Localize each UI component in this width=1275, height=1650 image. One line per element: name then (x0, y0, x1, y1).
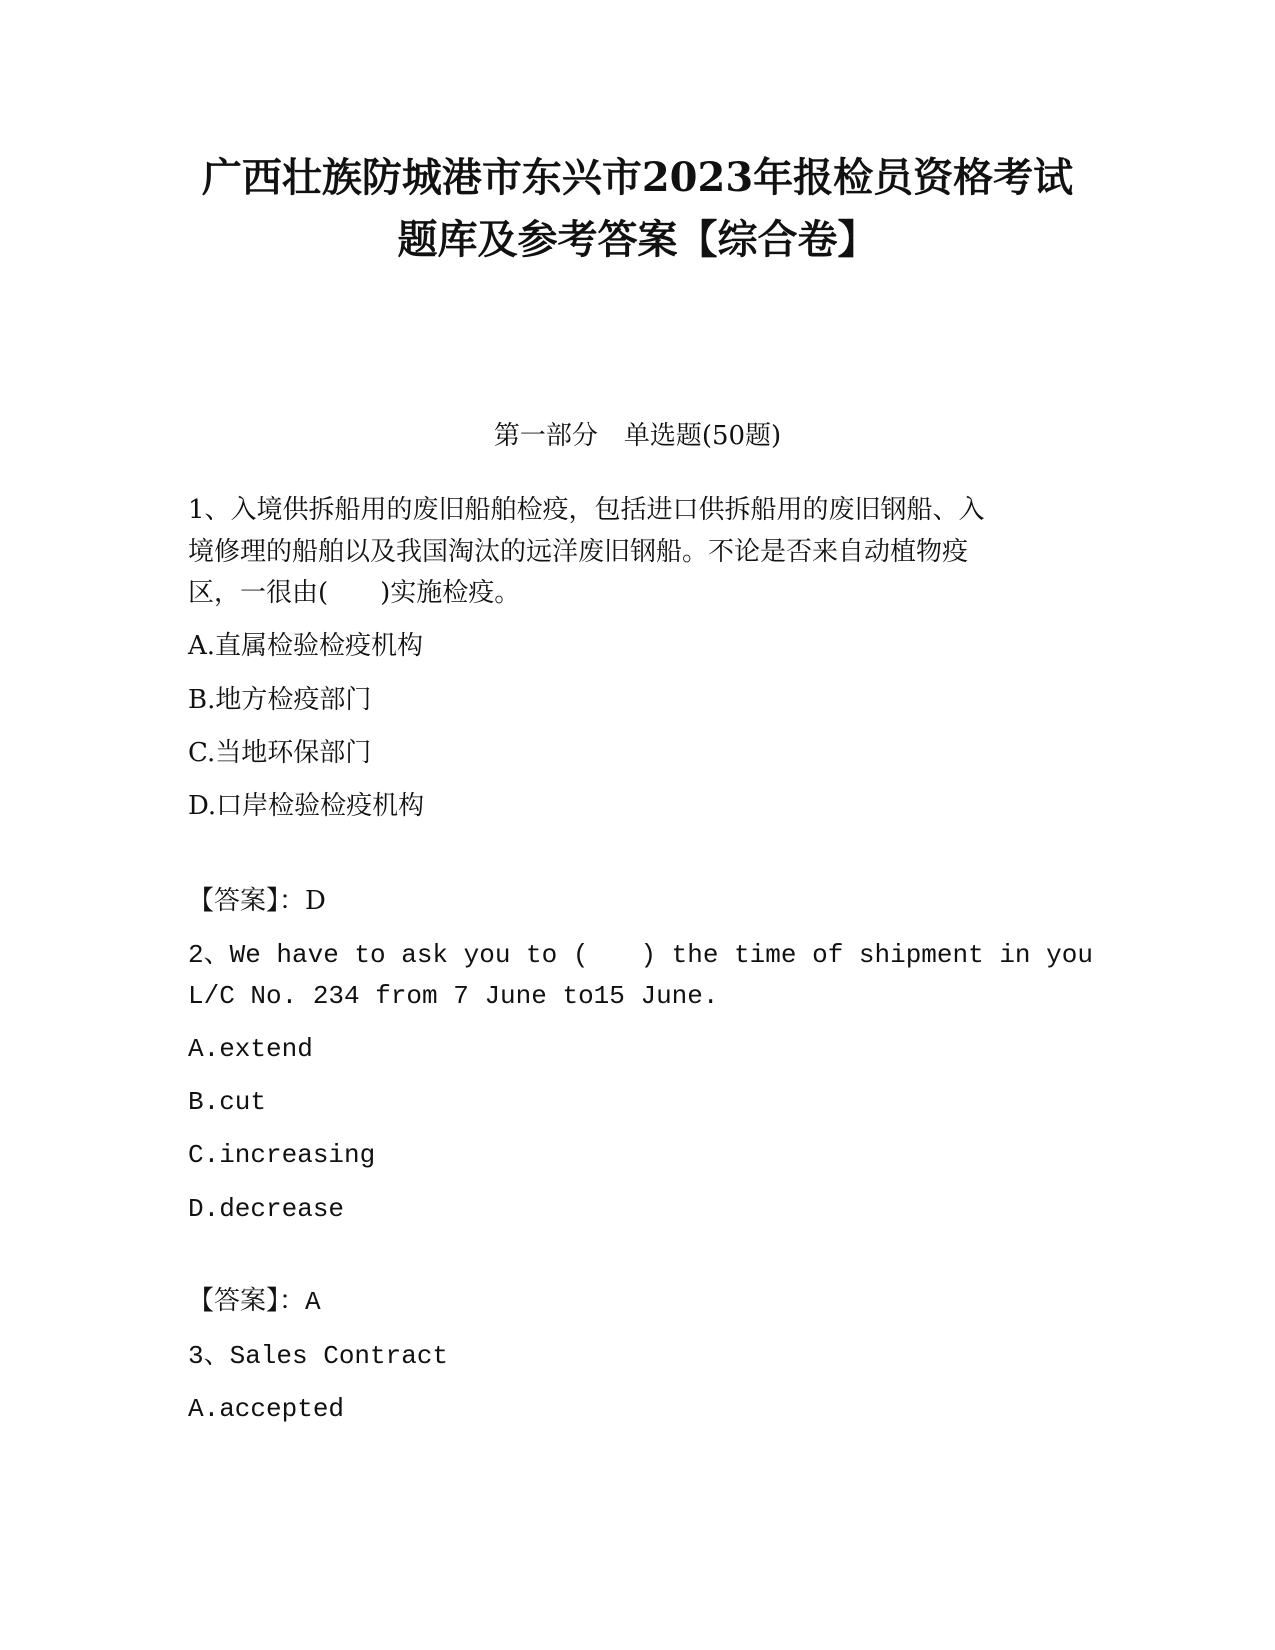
document-title-line-1: 广西壮族防城港市东兴市2023年报检员资格考试 (201, 154, 1074, 201)
question-1-option-b: B.地方检疫部门 (188, 685, 372, 715)
question-2-answer: 【答案】：A (188, 1287, 321, 1317)
document-title-line-2: 题库及参考答案【综合卷】 (397, 216, 878, 263)
question-2-option-c: C.increasing (188, 1140, 376, 1170)
question-2-option-b: B.cut (188, 1087, 267, 1117)
question-1-answer: 【答案】：D (188, 886, 326, 916)
question-3-option-a: A.accepted (188, 1394, 345, 1424)
question-1-stem-line-1: 1、入境供拆船用的废旧船舶检疫，包括进口供拆船用的废旧钢船、入 (188, 495, 985, 525)
question-1-stem-line-3: 区，一很由( )实施检疫。 (188, 578, 521, 608)
question-1-stem-line-2: 境修理的船舶以及我国淘汰的远洋废旧钢船。不论是否来自动植物疫 (188, 537, 969, 567)
question-2-stem-line-1: 2、We have to ask you to ( ) the time of shipment in you (188, 940, 1093, 970)
question-2-option-d: D.decrease (188, 1194, 345, 1224)
section-heading: 第一部分 单选题(50题) (493, 421, 782, 451)
question-1-option-c: C.当地环保部门 (188, 738, 372, 768)
question-2-option-a: A.extend (188, 1034, 313, 1064)
question-1-option-a: A.直属检验检疫机构 (188, 631, 424, 661)
question-1-option-d: D.口岸检验检疫机构 (188, 791, 425, 821)
question-3-stem-line-1: 3、Sales Contract (188, 1341, 449, 1371)
question-2-stem-line-2: L/C No. 234 from 7 June to15 June. (188, 981, 719, 1011)
